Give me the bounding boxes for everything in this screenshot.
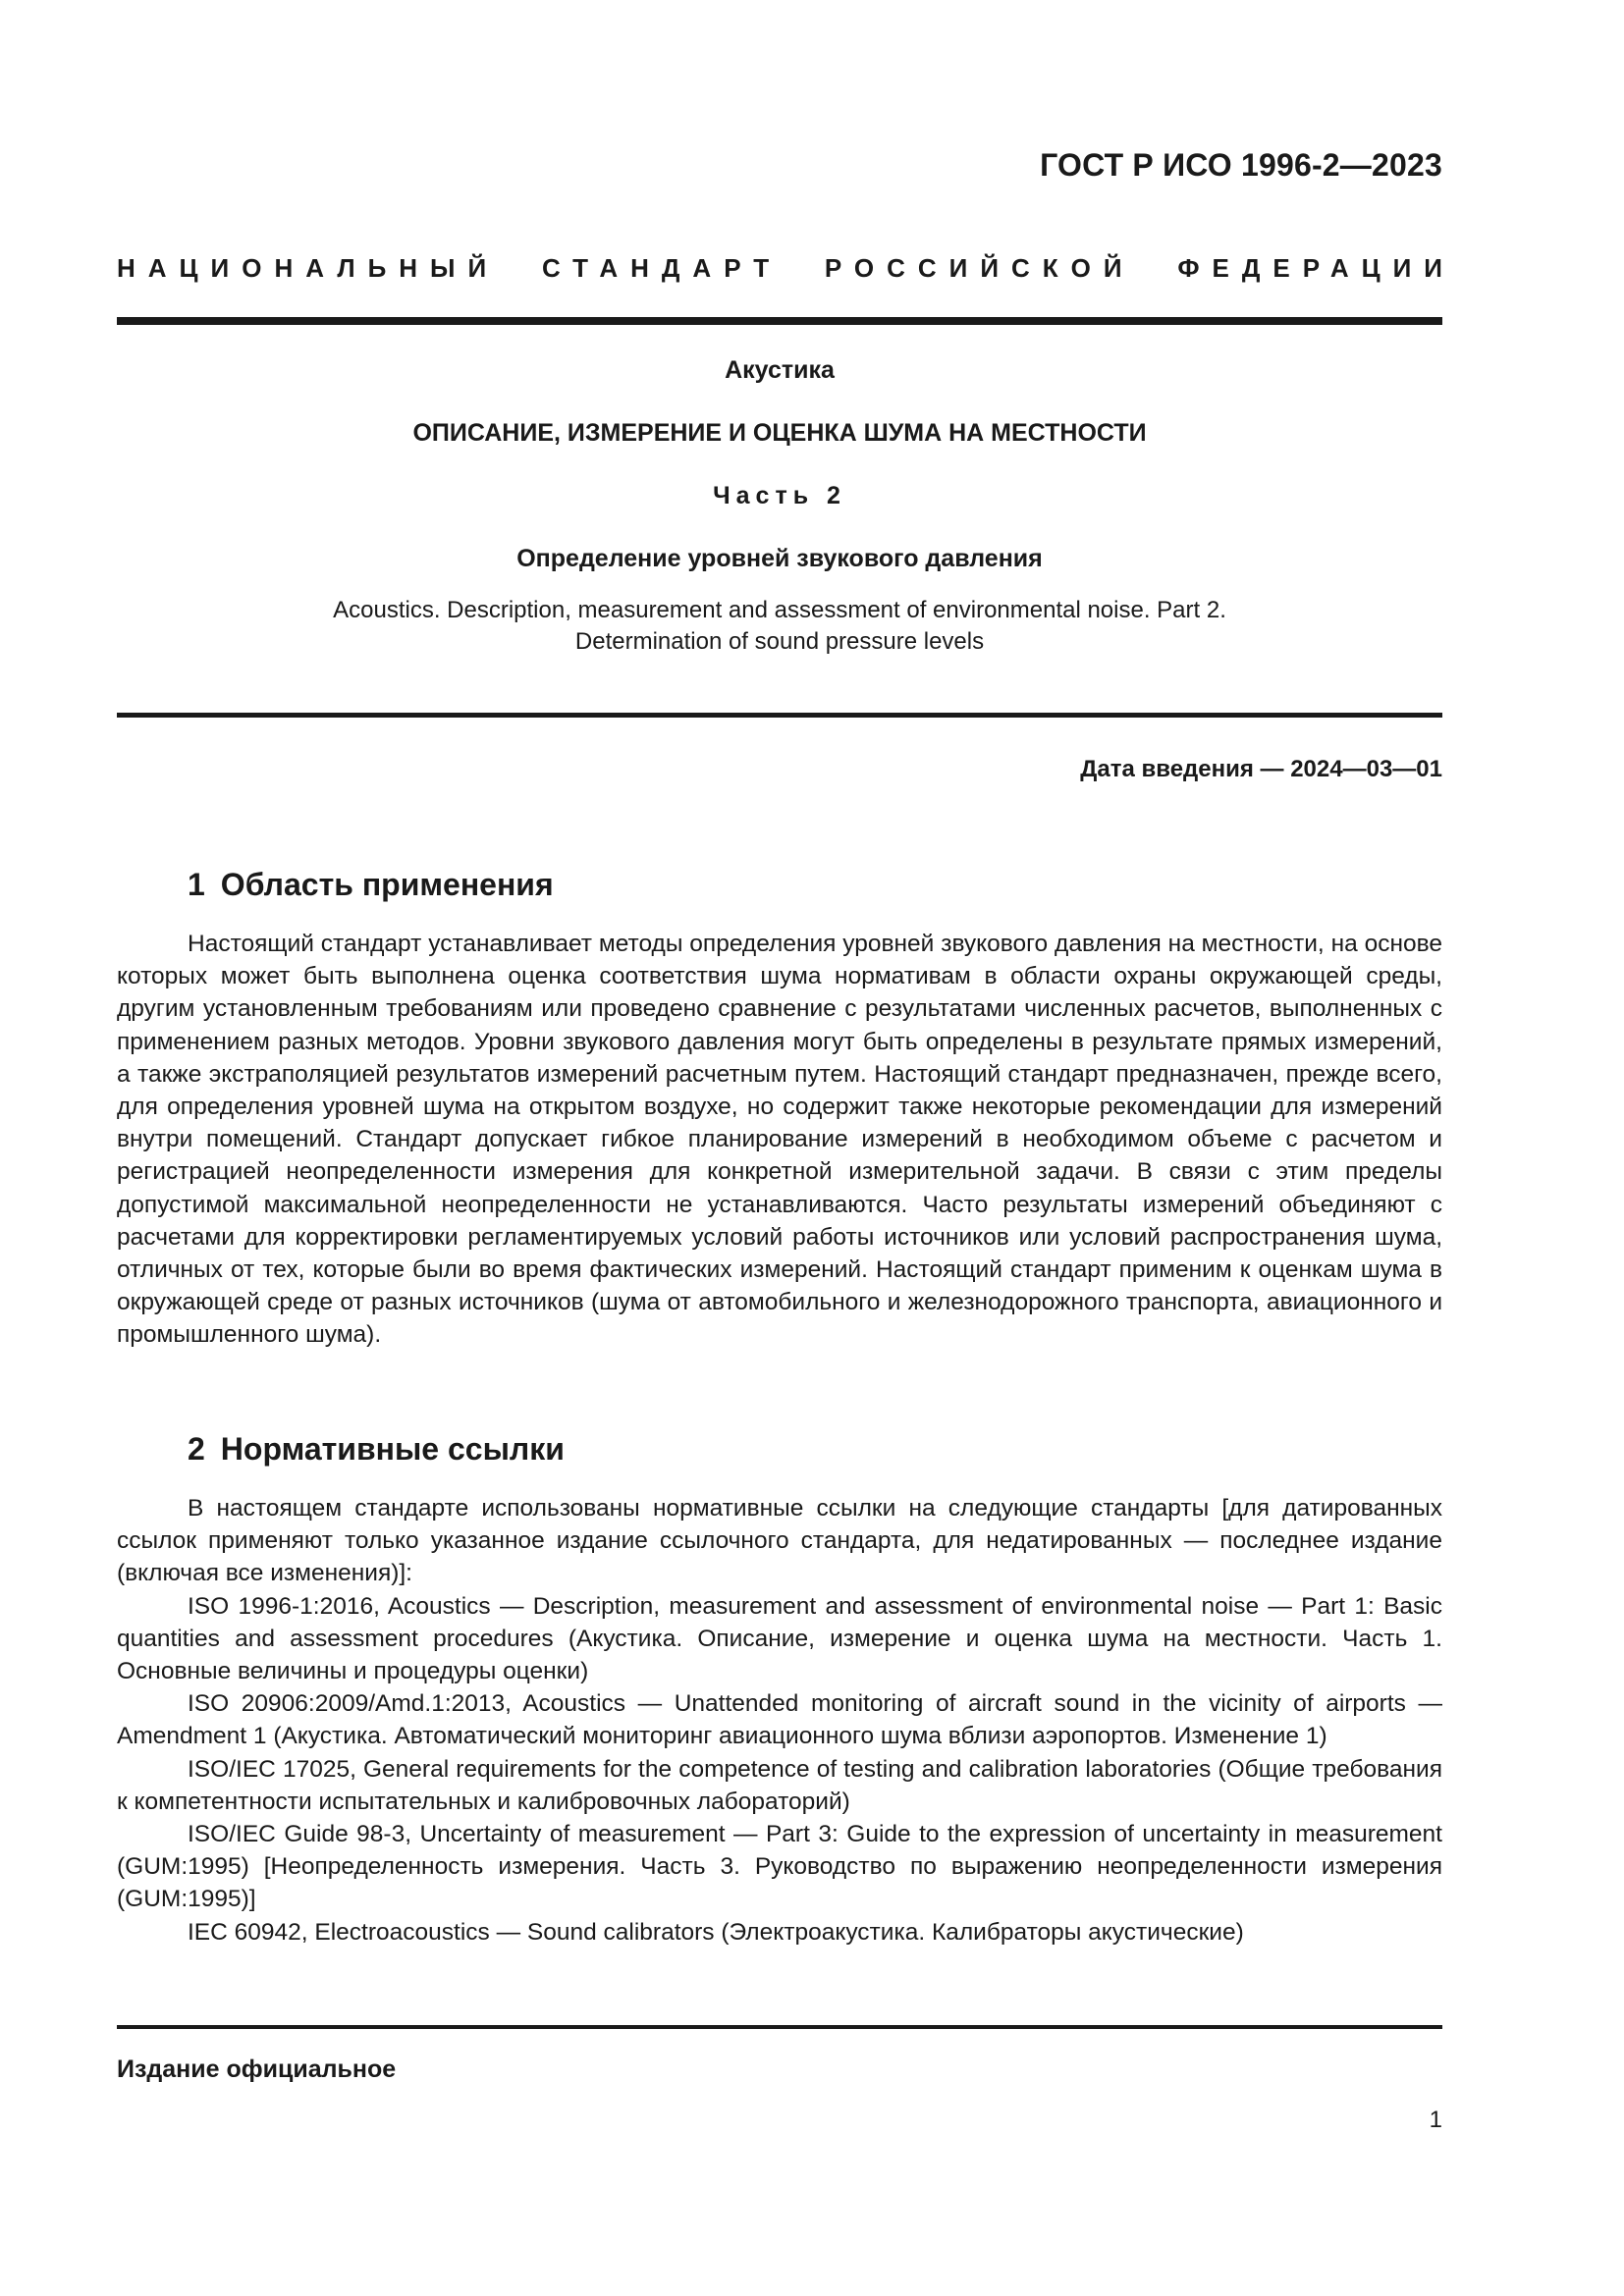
section-2-heading — [188, 1431, 565, 1468]
reference-item: IEC 60942, Electroacoustics — Sound calibrators (Электроакустика. Калибраторы акустические) — [188, 1918, 1244, 1946]
banner-word: ФЕДЕРАЦИИ — [1177, 253, 1455, 283]
title-divider — [117, 713, 1442, 718]
banner-word: СТАНДАРТ — [541, 253, 783, 283]
paragraph: Настоящий стандарт устанавливает методы определения уровней звукового давления на местности, на основе которых может быть выполнена оценка соответствия шума нормативам в области охраны окружающей среды, другим установленным требованиям или проведено сравнение с результатами численных расчетов, выполненных с применением разных методов. Уровни звукового давления могут быть определены в результате прямых измерений, а также экстраполяцией результатов измерений расчетным путем. Настоящий стандарт предназначен, прежде всего, для определения уровней шума на открытом воздухе, но содержит также некоторые рекомендации для измерений внутри помещений. Стандарт допускает гибкое планирование измерений в необходимом объеме с расчетом и регистрацией неопределенности измерения для конкретной измерительной задачи. В связи с этим пределы допустимой максимальной неопределенности не устанавливаются. Часто результаты измерений объединяют с расчетами для корректировки регламентируемых условий работы источников или условий распространения шума, отличных от тех, которые были во время фактических измерений. Настоящий стандарт применим к оценкам шума в окружающей среде от разных источников (шума от автомобильного и железнодорожного транспорта, авиационного и промышленного шума). — [117, 931, 1442, 1349]
field-title: Акустика — [725, 356, 835, 384]
standard-number: ГОСТ Р ИСО 1996-2—2023 — [1040, 147, 1442, 183]
page-number: 1 — [1429, 2107, 1442, 2133]
section-number: 2 — [188, 1431, 205, 1467]
section-title: Область применения — [220, 867, 554, 902]
section-2-body — [117, 1492, 1442, 1949]
title-block — [117, 355, 1442, 658]
banner-word: НАЦИОНАЛЬНЫЙ — [117, 253, 500, 283]
subtitle: Определение уровней звукового давления — [516, 545, 1043, 572]
effective-date: Дата введения — 2024—03—01 — [1080, 756, 1442, 782]
reference-item: ISO/IEC 17025, General requirements for the competence of testing and calibration laboratories (Общие требования к компетентности испытательных и калибровочных лабораторий) — [117, 1755, 1442, 1815]
section-1-body — [117, 928, 1442, 1352]
section-1-heading — [188, 867, 554, 903]
english-title-line-2: Determination of sound pressure levels — [574, 628, 985, 655]
reference-item: ISO/IEC Guide 98-3, Uncertainty of measurement — Part 3: Guide to the expression of uncertainty in measurement (GUM:1995) [Неопределенность измерения. Часть 3. Руководство по выражению неопределенности измерения (GUM:1995)] — [117, 1821, 1442, 1913]
national-standard-banner — [117, 253, 1455, 284]
part-title: Часть 2 — [713, 482, 846, 509]
paragraph: В настоящем стандарте использованы нормативные ссылки на следующие стандарты [для датированных ссылок применяют только указанное издание ссылочного стандарта, для недатированных — последнее издание (включая все изменения)]: — [117, 1495, 1442, 1587]
main-title: ОПИСАНИЕ, ИЗМЕРЕНИЕ И ОЦЕНКА ШУМА НА МЕСТНОСТИ — [412, 419, 1147, 447]
section-number: 1 — [188, 867, 205, 902]
reference-item: ISO 20906:2009/Amd.1:2013, Acoustics — Unattended monitoring of aircraft sound in the vicinity of airports — Amendment 1 (Акустика. Автоматический мониторинг авиационного шума вблизи аэропортов. Изменение 1) — [117, 1690, 1442, 1750]
document-page — [117, 0, 1455, 2296]
banner-word: РОССИЙСКОЙ — [824, 253, 1135, 283]
footer-divider — [117, 2025, 1442, 2029]
english-title-line-1: Acoustics. Description, measurement and assessment of environmental noise. Part 2. — [333, 597, 1226, 623]
top-divider — [117, 317, 1442, 325]
reference-item: ISO 1996-1:2016, Acoustics — Description, measurement and assessment of environmental noise — Part 1: Basic quantities and assessment procedures (Акустика. Описание, измерение и оценка шума на местности. Часть 1. Основные величины и процедуры оценки) — [117, 1592, 1442, 1685]
official-edition-label: Издание официальное — [117, 2056, 397, 2083]
section-title: Нормативные ссылки — [220, 1431, 565, 1467]
